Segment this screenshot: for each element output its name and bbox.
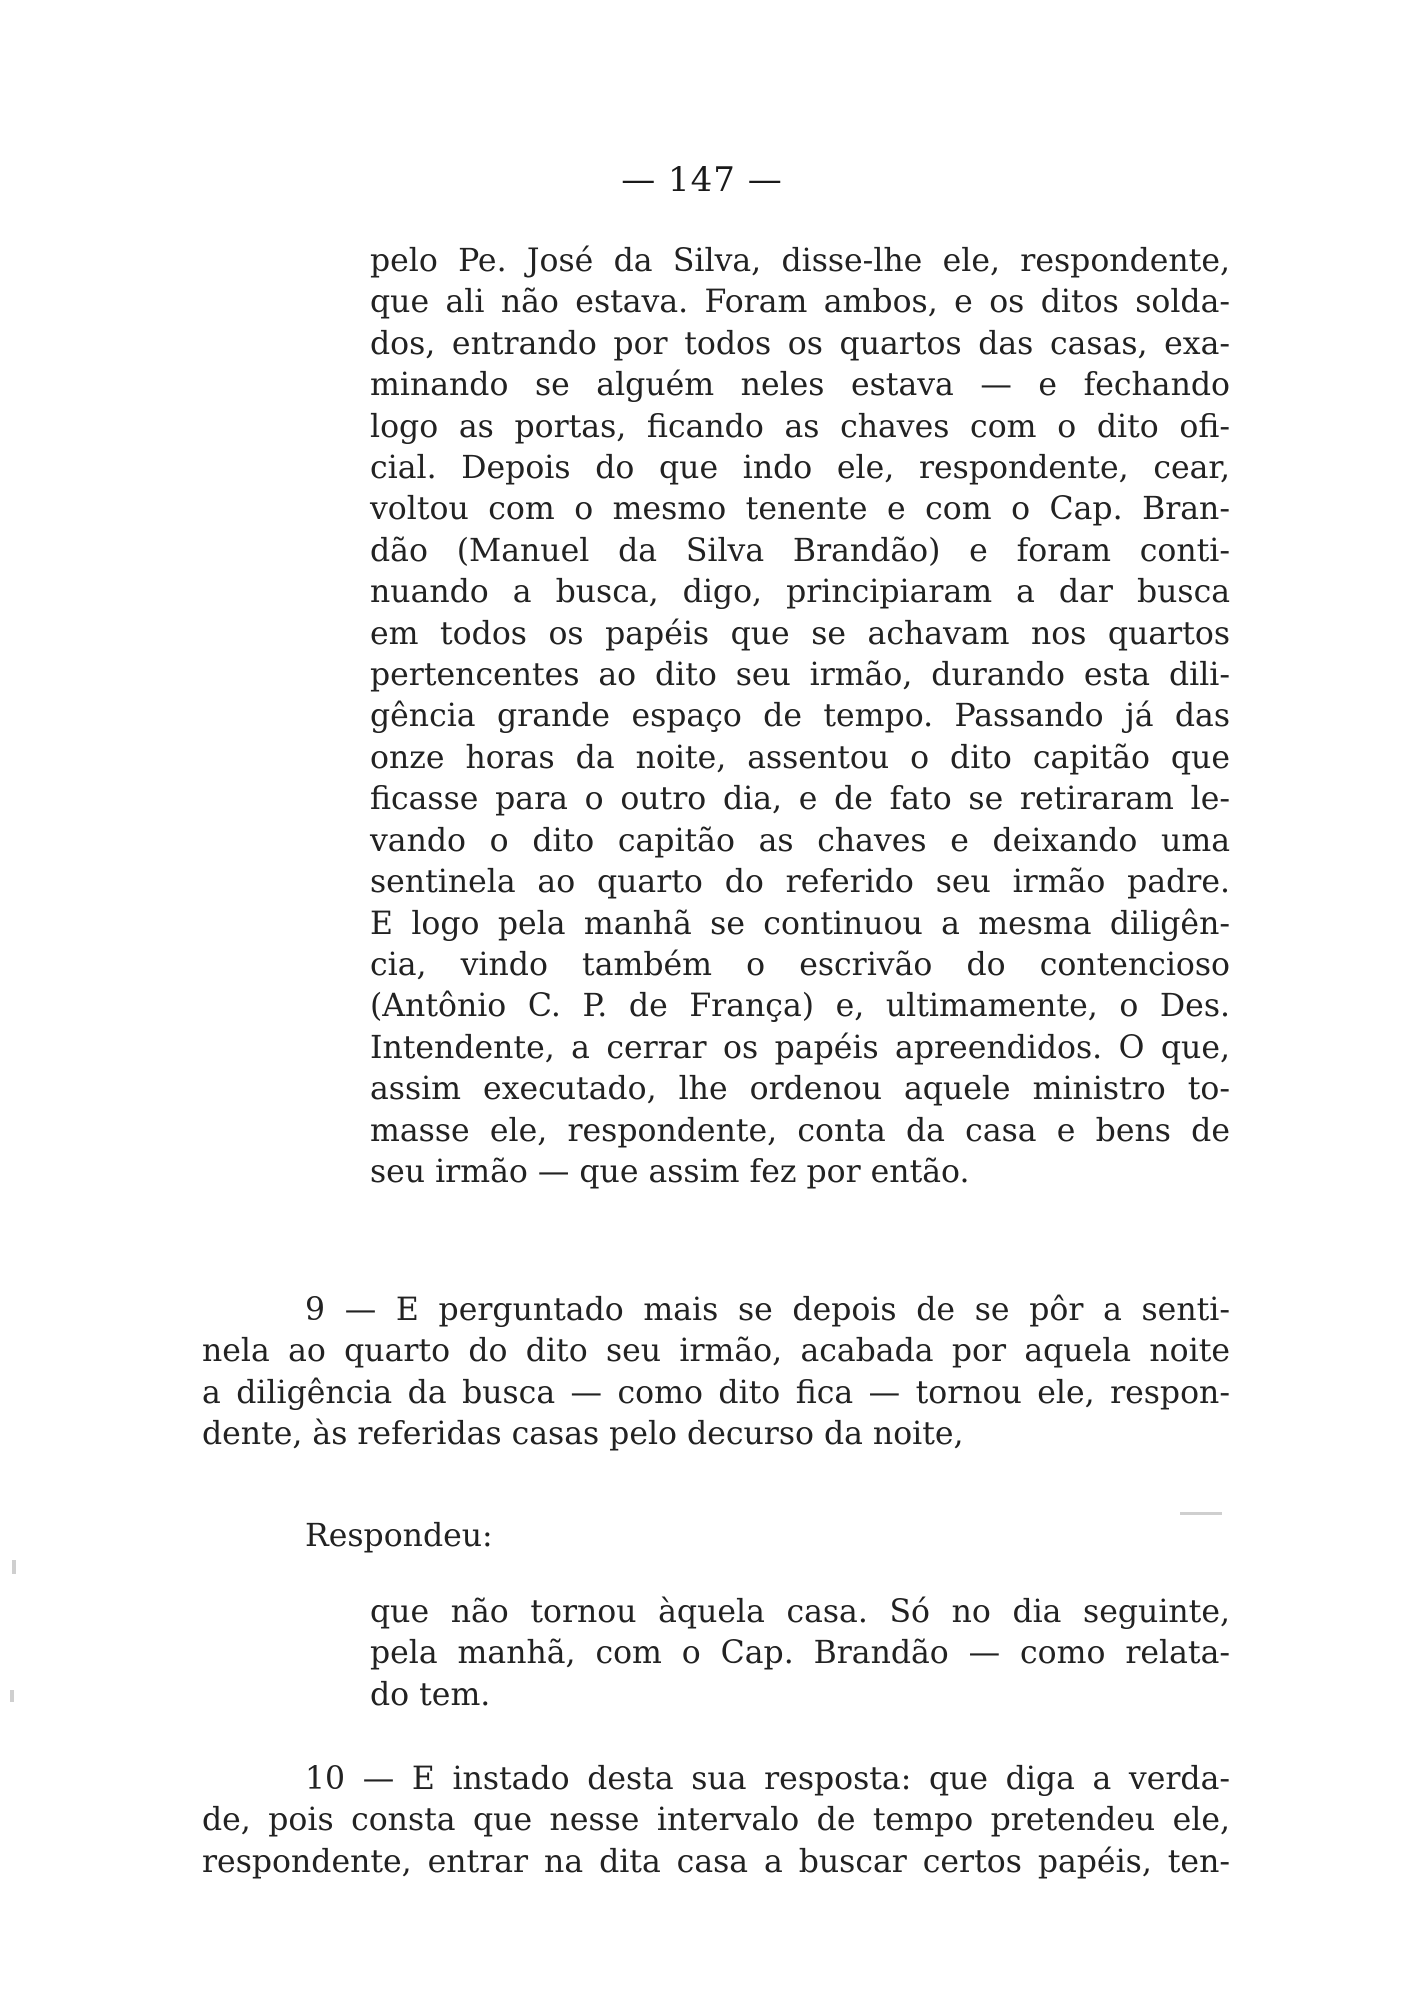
text-line: E logo pela manhã se continuou a mesma diligên- — [370, 905, 1230, 942]
text-line: nuando a busca, digo, principiaram a dar busca — [370, 574, 1230, 611]
text-line: Respondeu: — [305, 1518, 493, 1554]
text-line: masse ele, respondente, conta da casa e bens de — [370, 1112, 1230, 1149]
scan-mark — [12, 1560, 16, 1574]
text-line: do tem. — [370, 1676, 491, 1713]
text-line: cia, vindo também o escrivão do contencioso — [370, 946, 1230, 983]
text-line: respondente, entrar na dita casa a buscar certos papéis, ten- — [202, 1843, 1230, 1880]
main-paragraph — [370, 241, 1230, 1193]
text-line: em todos os papéis que se achavam nos quartos — [370, 615, 1230, 652]
text-line: (Antônio C. P. de França) e, ultimamente, o Des. — [370, 988, 1230, 1025]
text-line: seu irmão — que assim fez por então. — [370, 1153, 970, 1190]
text-line: logo as portas, ficando as chaves com o dito ofi- — [370, 408, 1230, 445]
text-line: pertencentes ao dito seu irmão, durando esta dili- — [370, 657, 1230, 694]
text-line: dão (Manuel da Silva Brandão) e foram conti- — [370, 532, 1230, 569]
text-line: cial. Depois do que indo ele, respondente, cear, — [370, 450, 1230, 487]
text-line: a diligência da busca — como dito fica — tornou ele, respon- — [202, 1374, 1230, 1411]
text-line: que ali não estava. Foram ambos, e os ditos solda- — [370, 284, 1230, 321]
response-label — [305, 1516, 705, 1557]
text-line: dente, às referidas casas pelo decurso da noite, — [202, 1416, 964, 1453]
text-line: ficasse para o outro dia, e de fato se retiraram le- — [370, 781, 1230, 818]
text-line: 9 — E perguntado mais se depois de se pôr a senti- — [305, 1292, 1230, 1328]
text-line: dos, entrando por todos os quartos das casas, exa- — [370, 325, 1230, 362]
text-line: assim executado, lhe ordenou aquele ministro to- — [370, 1071, 1230, 1108]
scan-mark — [10, 1690, 14, 1702]
text-line: minando se alguém neles estava — e fechando — [370, 367, 1230, 404]
text-line: voltou com o mesmo tenente e com o Cap. Bran- — [370, 491, 1230, 528]
text-line: pelo Pe. José da Silva, disse-lhe ele, respondente, — [370, 243, 1230, 279]
text-line: 10 — E instado desta sua resposta: que diga a verda- — [305, 1761, 1230, 1797]
text-line: que não tornou àquela casa. Só no dia seguinte, — [370, 1594, 1230, 1630]
answer-9-paragraph — [370, 1592, 1230, 1716]
page-number: — 147 — — [621, 160, 783, 200]
text-line: Intendente, a cerrar os papéis apreendidos. O que, — [370, 1029, 1230, 1066]
question-10-paragraph — [202, 1759, 1230, 1883]
text-line: gência grande espaço de tempo. Passando já das — [370, 698, 1230, 735]
scan-mark — [1180, 1512, 1222, 1515]
text-line: pela manhã, com o Cap. Brandão — como relata- — [370, 1635, 1230, 1672]
text-line: vando o dito capitão as chaves e deixando uma — [370, 822, 1230, 859]
text-line: sentinela ao quarto do referido seu irmão padre. — [370, 864, 1230, 901]
question-9-paragraph — [202, 1290, 1230, 1456]
text-line: onze horas da noite, assentou o dito capitão que — [370, 739, 1230, 776]
text-line: nela ao quarto do dito seu irmão, acabada por aquela noite — [202, 1333, 1230, 1370]
text-line: de, pois consta que nesse intervalo de tempo pretendeu ele, — [202, 1802, 1230, 1839]
